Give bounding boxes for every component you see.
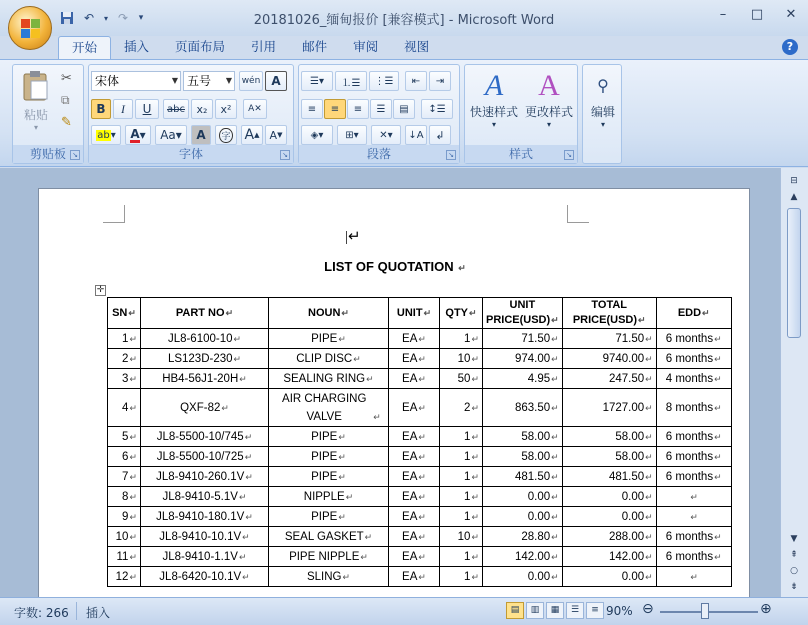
table-cell[interactable]: 1↵ xyxy=(440,567,483,587)
justify-button[interactable]: ☰ xyxy=(370,99,392,119)
undo-dropdown-icon[interactable]: ▾ xyxy=(103,13,108,23)
bold-button[interactable]: B xyxy=(91,99,111,119)
table-cell[interactable]: JL8-9410-5.1V↵ xyxy=(141,487,269,507)
table-header-row xyxy=(108,298,732,329)
table-cell[interactable]: 288.00↵ xyxy=(562,527,656,547)
table-cell[interactable]: 1↵ xyxy=(440,447,483,467)
table-cell[interactable]: 10↵ xyxy=(440,527,483,547)
table-cell[interactable]: SLING↵ xyxy=(269,567,389,587)
table-row xyxy=(108,507,732,527)
table-row xyxy=(108,329,732,349)
draft-view-icon[interactable]: ≡ xyxy=(586,602,604,619)
table-cell[interactable]: 6 months↵ xyxy=(656,447,731,467)
table-cell[interactable]: 5↵ xyxy=(108,427,141,447)
line-spacing-button[interactable]: ↕☰ xyxy=(421,99,453,119)
styles-launcher-icon[interactable]: ↘ xyxy=(564,150,574,160)
chevron-down-icon: ▼ xyxy=(225,76,232,85)
zoom-in-icon[interactable]: ⊕ xyxy=(760,601,772,617)
table-cell[interactable]: PIPE↵ xyxy=(269,447,389,467)
word-count[interactable]: 字数: 266 xyxy=(14,606,69,620)
table-cell[interactable]: EA↵ xyxy=(389,487,440,507)
paste-label: 粘贴 xyxy=(23,108,48,122)
status-bar xyxy=(0,597,808,625)
table-cell[interactable]: 0.00↵ xyxy=(483,487,563,507)
browse-object-icon[interactable]: ○ xyxy=(790,566,798,576)
column-header: SN↵ xyxy=(108,298,141,329)
table-cell[interactable]: 974.00↵ xyxy=(483,349,563,369)
styles-group xyxy=(464,64,578,164)
table-cell[interactable]: 71.50↵ xyxy=(562,329,656,349)
table-cell[interactable]: PIPE↵ xyxy=(269,427,389,447)
close-button[interactable]: ✕ xyxy=(785,7,797,22)
table-cell[interactable]: 8 months↵ xyxy=(656,389,731,427)
table-cell[interactable]: 28.80↵ xyxy=(483,527,563,547)
italic-button[interactable]: I xyxy=(113,99,133,119)
window-title: 20181026_缅甸报价 [兼容模式] - Microsoft Word xyxy=(253,13,555,28)
table-cell[interactable]: ↵ xyxy=(656,507,731,527)
table-cell[interactable]: EA↵ xyxy=(389,349,440,369)
document-title-text: LIST OF QUOTATION xyxy=(324,259,454,274)
table-row xyxy=(108,487,732,507)
column-header: PART NO↵ xyxy=(141,298,269,329)
borders-button[interactable]: ⊞▾ xyxy=(337,125,367,145)
margin-corner-mark xyxy=(567,205,589,223)
help-icon[interactable]: ? xyxy=(782,39,798,55)
table-cell[interactable]: JL8-5500-10/725↵ xyxy=(141,447,269,467)
tab-mailings[interactable]: 邮件 xyxy=(302,39,328,54)
ruler-toggle-icon[interactable]: ⊟ xyxy=(790,176,798,186)
tab-home[interactable]: 开始 xyxy=(58,36,111,60)
table-cell[interactable]: 0.00↵ xyxy=(562,487,656,507)
table-cell[interactable]: LS123D-230↵ xyxy=(141,349,269,369)
table-cell[interactable]: 0.00↵ xyxy=(483,567,563,587)
editing-button[interactable]: ⚲ 编辑 ▾ xyxy=(585,69,621,129)
outline-view-icon[interactable]: ☰ xyxy=(566,602,584,619)
highlight-button[interactable]: ab ▾ xyxy=(91,125,121,145)
column-header: TOTAL PRICE(USD)↵ xyxy=(562,298,656,329)
chinese-layout-button[interactable]: ✕▾ xyxy=(371,125,401,145)
table-row xyxy=(108,349,732,369)
table-cell[interactable]: EA↵ xyxy=(389,329,440,349)
table-cell[interactable]: 1↵ xyxy=(440,329,483,349)
chevron-down-icon: ▼ xyxy=(171,76,178,85)
table-row xyxy=(108,369,732,389)
superscript-button[interactable]: x² xyxy=(215,99,237,119)
table-cell[interactable]: JL8-6100-10↵ xyxy=(141,329,269,349)
table-row xyxy=(108,389,732,427)
minimize-button[interactable]: – xyxy=(719,7,727,22)
table-cell[interactable]: 58.00↵ xyxy=(562,447,656,467)
cut-icon[interactable]: ✂ xyxy=(61,71,72,86)
multilevel-list-button[interactable]: ⋮☰ xyxy=(369,71,399,91)
tab-view[interactable]: 视图 xyxy=(404,39,430,54)
column-header: UNIT PRICE(USD)↵ xyxy=(483,298,563,329)
table-cell[interactable]: EA↵ xyxy=(389,427,440,447)
font-name-value: 宋体 xyxy=(95,74,120,88)
tab-page-layout[interactable]: 页面布局 xyxy=(175,39,226,54)
table-cell[interactable]: 1727.00↵ xyxy=(562,389,656,427)
table-cell[interactable]: 6 months↵ xyxy=(656,547,731,567)
table-cell[interactable]: 6 months↵ xyxy=(656,329,731,349)
char-border-button[interactable]: A xyxy=(265,71,287,91)
document-title: LIST OF QUOTATION ↵ xyxy=(324,259,466,274)
document-page[interactable] xyxy=(38,188,750,597)
shading-button[interactable]: ◈▾ xyxy=(301,125,333,145)
scrollbar-thumb[interactable] xyxy=(787,208,801,338)
ribbon xyxy=(0,59,808,167)
clipboard-group xyxy=(12,64,84,164)
tab-insert[interactable]: 插入 xyxy=(124,39,150,54)
change-styles-label: 更改样式 xyxy=(524,105,573,119)
table-cell[interactable]: 1↵ xyxy=(440,547,483,567)
tab-references[interactable]: 引用 xyxy=(251,39,277,54)
table-cell[interactable]: 7↵ xyxy=(108,467,141,487)
table-cell[interactable]: EA↵ xyxy=(389,547,440,567)
table-cell[interactable]: 481.50↵ xyxy=(562,467,656,487)
table-cell[interactable]: CLIP DISC↵ xyxy=(269,349,389,369)
table-cell[interactable]: 10↵ xyxy=(108,527,141,547)
paragraph-group xyxy=(298,64,460,164)
prev-page-icon[interactable]: ⇞ xyxy=(790,550,798,560)
align-left-button[interactable]: ≡ xyxy=(301,99,323,119)
numbering-button[interactable]: ⒈☰ xyxy=(335,71,367,91)
customize-qat-icon[interactable]: ▾ xyxy=(138,13,144,23)
office-logo-icon xyxy=(21,19,41,39)
enclose-char-label: 字 xyxy=(219,128,232,143)
table-row xyxy=(108,567,732,587)
paragraph-launcher-icon[interactable]: ↘ xyxy=(446,150,456,160)
table-cell[interactable]: EA↵ xyxy=(389,567,440,587)
decrease-indent-button[interactable]: ⇤ xyxy=(405,71,427,91)
table-row xyxy=(108,527,732,547)
column-header: NOUN↵ xyxy=(269,298,389,329)
table-cell[interactable]: 11↵ xyxy=(108,547,141,567)
table-cell[interactable]: 0.00↵ xyxy=(483,507,563,527)
quick-styles-label: 快速样式 xyxy=(469,105,518,119)
table-cell[interactable]: ↵ xyxy=(656,567,731,587)
copy-icon[interactable]: ⧉ xyxy=(61,93,70,107)
increase-indent-button[interactable]: ⇥ xyxy=(429,71,451,91)
print-layout-view-icon[interactable]: ▤ xyxy=(506,602,524,619)
distributed-button[interactable]: ▤ xyxy=(393,99,415,119)
table-cell[interactable]: 863.50↵ xyxy=(483,389,563,427)
table-cell[interactable]: PIPE↵ xyxy=(269,329,389,349)
show-marks-button[interactable]: ↲ xyxy=(429,125,451,145)
table-row xyxy=(108,467,732,487)
full-screen-reading-icon[interactable]: ▥ xyxy=(526,602,544,619)
table-cell[interactable]: AIR CHARGING VALVE ↵ xyxy=(269,389,389,427)
table-cell[interactable]: 12↵ xyxy=(108,567,141,587)
table-cell[interactable]: 0.00↵ xyxy=(562,507,656,527)
ribbon-tabs xyxy=(58,36,442,60)
document-area xyxy=(0,168,780,597)
scroll-up-icon[interactable]: ▲ xyxy=(790,192,798,202)
clipboard-group-label: 剪贴板 xyxy=(13,145,83,163)
shrink-font-button[interactable]: A ▼ xyxy=(265,125,287,145)
table-cell[interactable]: JL8-9410-1.1V↵ xyxy=(141,547,269,567)
shrink-font-label: A xyxy=(269,128,278,142)
table-cell[interactable]: 9↵ xyxy=(108,507,141,527)
table-cell[interactable]: 6 months↵ xyxy=(656,527,731,547)
table-cell[interactable]: 1↵ xyxy=(440,507,483,527)
next-page-icon[interactable]: ⇟ xyxy=(790,582,798,592)
zoom-slider-thumb[interactable] xyxy=(701,603,709,619)
clear-format-button[interactable]: A✕ xyxy=(243,99,267,119)
table-cell[interactable]: 0.00↵ xyxy=(562,567,656,587)
table-cell[interactable]: 247.50↵ xyxy=(562,369,656,389)
format-painter-icon[interactable]: ✎ xyxy=(61,115,72,130)
title-bar xyxy=(0,0,808,36)
change-case-label: Aa xyxy=(160,128,176,142)
table-cell[interactable]: EA↵ xyxy=(389,369,440,389)
table-cell[interactable]: 3↵ xyxy=(108,369,141,389)
table-cell[interactable]: 71.50↵ xyxy=(483,329,563,349)
table-cell[interactable]: HB4-56J1-20H↵ xyxy=(141,369,269,389)
table-row xyxy=(108,547,732,567)
zoom-out-icon[interactable]: ⊖ xyxy=(642,601,654,617)
clipboard-launcher-icon[interactable]: ↘ xyxy=(70,150,80,160)
grow-font-button[interactable]: A ▲ xyxy=(241,125,263,145)
table-cell[interactable]: JL8-9410-260.1V↵ xyxy=(141,467,269,487)
table-cell[interactable]: JL8-5500-10/745↵ xyxy=(141,427,269,447)
redo-icon[interactable]: ↷ xyxy=(117,11,129,25)
table-cell[interactable]: 6↵ xyxy=(108,447,141,467)
font-group xyxy=(88,64,294,164)
table-cell[interactable]: NIPPLE↵ xyxy=(269,487,389,507)
table-cell[interactable]: 4.95↵ xyxy=(483,369,563,389)
paste-icon xyxy=(21,69,51,103)
table-cell[interactable]: 8↵ xyxy=(108,487,141,507)
font-name-combo[interactable] xyxy=(91,71,181,91)
paste-button[interactable]: 粘贴 ▾ xyxy=(19,69,53,132)
binoculars-icon: ⚲ xyxy=(597,76,609,95)
table-cell[interactable]: JL8-9410-10.1V↵ xyxy=(141,527,269,547)
table-cell[interactable]: 481.50↵ xyxy=(483,467,563,487)
underline-button[interactable]: U xyxy=(135,99,159,119)
change-case-button[interactable]: Aa ▾ xyxy=(155,125,187,145)
table-cell[interactable]: 6 months↵ xyxy=(656,349,731,369)
table-cell[interactable]: 6 months↵ xyxy=(656,467,731,487)
table-cell[interactable]: SEALING RING↵ xyxy=(269,369,389,389)
table-cell[interactable]: 2↵ xyxy=(108,349,141,369)
grow-font-label: A xyxy=(244,127,255,143)
zoom-slider[interactable] xyxy=(660,611,758,613)
column-header: EDD↵ xyxy=(656,298,731,329)
table-cell[interactable]: PIPE NIPPLE↵ xyxy=(269,547,389,567)
subscript-button[interactable]: x₂ xyxy=(191,99,213,119)
table-cell[interactable]: 58.00↵ xyxy=(483,427,563,447)
table-cell[interactable]: 9740.00↵ xyxy=(562,349,656,369)
editing-group xyxy=(582,64,622,164)
table-cell[interactable]: SEAL GASKET↵ xyxy=(269,527,389,547)
table-cell[interactable]: EA↵ xyxy=(389,467,440,487)
web-layout-icon[interactable]: ▦ xyxy=(546,602,564,619)
table-cell[interactable]: PIPE↵ xyxy=(269,507,389,527)
table-cell[interactable]: EA↵ xyxy=(389,389,440,427)
insert-mode[interactable]: 插入 xyxy=(86,606,111,620)
table-cell[interactable]: QXF-82↵ xyxy=(141,389,269,427)
table-cell[interactable]: EA↵ xyxy=(389,507,440,527)
margin-corner-mark xyxy=(103,205,125,223)
tab-review[interactable]: 审阅 xyxy=(353,39,379,54)
quick-styles-button[interactable]: A 快速样式 ▾ xyxy=(467,69,521,129)
column-header: QTY↵ xyxy=(440,298,483,329)
table-cell[interactable]: 142.00↵ xyxy=(562,547,656,567)
change-styles-button[interactable]: A 更改样式 ▾ xyxy=(521,69,577,129)
table-cell[interactable]: JL8-6420-10.1V↵ xyxy=(141,567,269,587)
table-cell[interactable]: PIPE↵ xyxy=(269,467,389,487)
phonetic-guide-button[interactable]: wén xyxy=(239,71,263,91)
table-cell[interactable]: 50↵ xyxy=(440,369,483,389)
align-right-button[interactable]: ≡ xyxy=(347,99,369,119)
table-cell[interactable]: 1↵ xyxy=(108,329,141,349)
sort-button[interactable]: ↓A xyxy=(405,125,427,145)
table-cell[interactable]: 1↵ xyxy=(440,467,483,487)
quotation-table xyxy=(107,297,732,587)
font-launcher-icon[interactable]: ↘ xyxy=(280,150,290,160)
undo-icon[interactable]: ↶ xyxy=(83,11,95,25)
column-header: UNIT↵ xyxy=(389,298,440,329)
styles-group-label: 样式 xyxy=(465,145,577,163)
table-cell[interactable]: 10↵ xyxy=(440,349,483,369)
strikethrough-button[interactable]: abc xyxy=(163,99,189,119)
zoom-level[interactable]: 90% xyxy=(606,604,633,618)
editing-label: 编辑 xyxy=(590,105,615,119)
table-cell[interactable]: 4 months↵ xyxy=(656,369,731,389)
font-color-button[interactable]: A ▾ xyxy=(125,125,151,145)
table-cell[interactable]: 58.00↵ xyxy=(562,427,656,447)
table-cell[interactable]: EA↵ xyxy=(389,447,440,467)
quick-styles-icon: A xyxy=(484,69,504,102)
table-row xyxy=(108,447,732,467)
table-cell[interactable]: 58.00↵ xyxy=(483,447,563,467)
table-cell[interactable]: EA↵ xyxy=(389,527,440,547)
change-styles-icon: A xyxy=(538,69,560,102)
bullets-button[interactable]: ☰▾ xyxy=(301,71,333,91)
maximize-button[interactable]: □ xyxy=(750,7,764,22)
paragraph-group-label: 段落 xyxy=(299,145,459,163)
font-group-label: 字体 xyxy=(89,145,293,163)
align-center-button[interactable]: ≡ xyxy=(324,99,346,119)
table-row xyxy=(108,427,732,447)
table-move-handle-icon[interactable]: ✛ xyxy=(96,285,105,295)
table-cell[interactable]: 1↵ xyxy=(440,427,483,447)
table-cell[interactable]: 142.00↵ xyxy=(483,547,563,567)
table-cell[interactable]: 6 months↵ xyxy=(656,427,731,447)
vertical-scrollbar[interactable] xyxy=(780,168,808,597)
table-cell[interactable]: 1↵ xyxy=(440,487,483,507)
font-size-value: 五号 xyxy=(187,74,212,88)
scroll-down-icon[interactable]: ▼ xyxy=(790,534,798,544)
office-button[interactable] xyxy=(8,6,52,50)
enclose-char-button[interactable] xyxy=(215,125,237,145)
table-cell[interactable]: 2↵ xyxy=(440,389,483,427)
table-cell[interactable]: JL8-9410-180.1V↵ xyxy=(141,507,269,527)
table-cell[interactable]: ↵ xyxy=(656,487,731,507)
table-cell[interactable]: 4↵ xyxy=(108,389,141,427)
font-size-combo[interactable] xyxy=(183,71,235,91)
text-cursor: |↵ xyxy=(345,229,361,245)
char-shading-button[interactable]: A xyxy=(191,125,211,145)
